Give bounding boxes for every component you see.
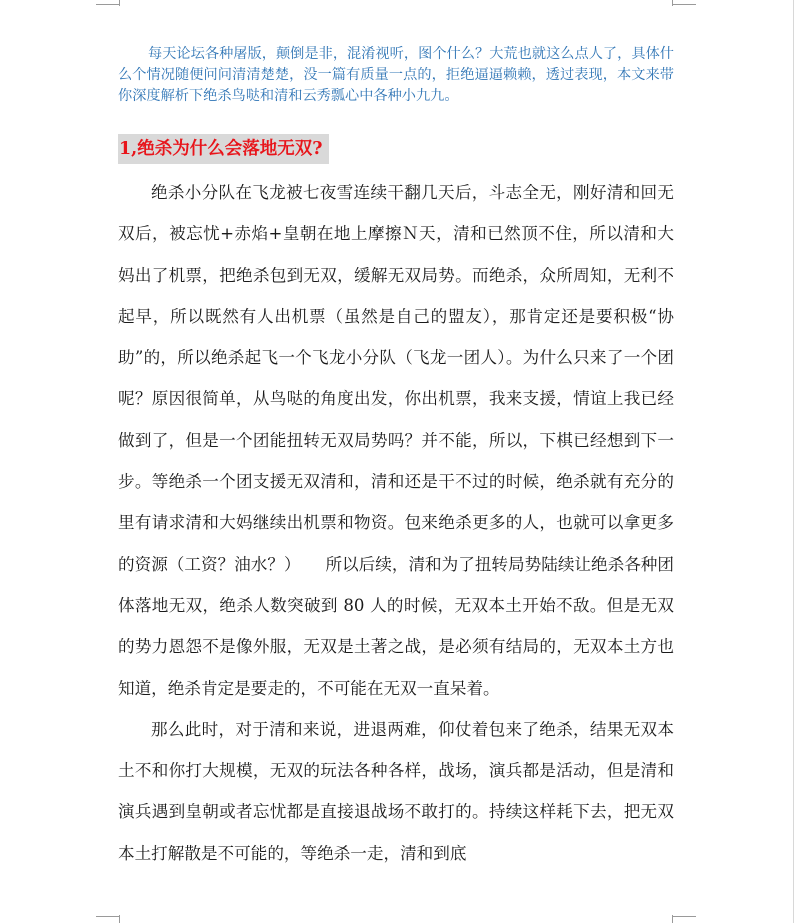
crop-mark-top-right (672, 4, 696, 5)
body-paragraph: 绝杀小分队在飞龙被七夜雪连续干翻几天后，斗志全无，刚好清和回无双后，被忘忧+赤焰+皇朝在地上摩擦Ｎ天，清和已然顶不住，所以清和大妈出了机票，把绝杀包到无双，缓解无双局势。而绝杀，众所周知，无利不起早，所以既然有人出机票（虽然是自己的盟友），那肯定还是要积极“协助”的，所以绝杀起飞一个飞龙小分队（飞龙一团人）。为什么只来了一个团呢？原因很简单，从鸟哒的角度出发，你出机票，我来支援，情谊上我已经做到了，但是一个团能扭转无双局势吗？并不能，所以，下棋已经想到下一步。等绝杀一个团支援无双清和，清和还是干不过的时候，绝杀就有充分的里有请求清和大妈继续出机票和物资。包来绝杀更多的人，也就可以拿更多的资源（工资？油水？） 所以后续，清和为了扭转局势陆续让绝杀各种团体落地无双，绝杀人数突破到 80 人的时候，无双本土开始不敌。但是无双的势力恩怨不是像外服，无双是土著之战，是必须有结局的，无双本土方也知道，绝杀肯定是要走的，不可能在无双一直呆着。 (118, 183, 674, 698)
crop-mark-bottom-right (672, 916, 696, 917)
intro-paragraph: 每天论坛各种屠版，颠倒是非，混淆视听，图个什么？大荒也就这么点人了，具体什么个情况随便问问清清楚楚，没一篇有质量一点的，拒绝逼逼赖赖，透过表现，本文来带你深度解析下绝杀鸟哒和清和云秀瓢心中各种小九九。 (118, 46, 674, 104)
body-paragraph: 那么此时，对于清和来说，进退两难，仰仗着包来了绝杀，结果无双本土不和你打大规模，无双的玩法各种各样，战场，演兵都是活动，但是清和演兵遇到皇朝或者忘忧都是直接退战场不敢打的。持续这样耗下去，把无双本土打解散是不可能的，等绝杀一走，清和到底 (118, 719, 674, 863)
section-heading: 1,绝杀为什么会落地无双? (118, 134, 329, 164)
crop-mark-top-left (96, 4, 120, 5)
crop-mark-top-right (672, 0, 673, 6)
crop-mark-top-left (119, 0, 120, 6)
body-text (118, 172, 674, 874)
crop-mark-bottom-left (96, 916, 120, 917)
